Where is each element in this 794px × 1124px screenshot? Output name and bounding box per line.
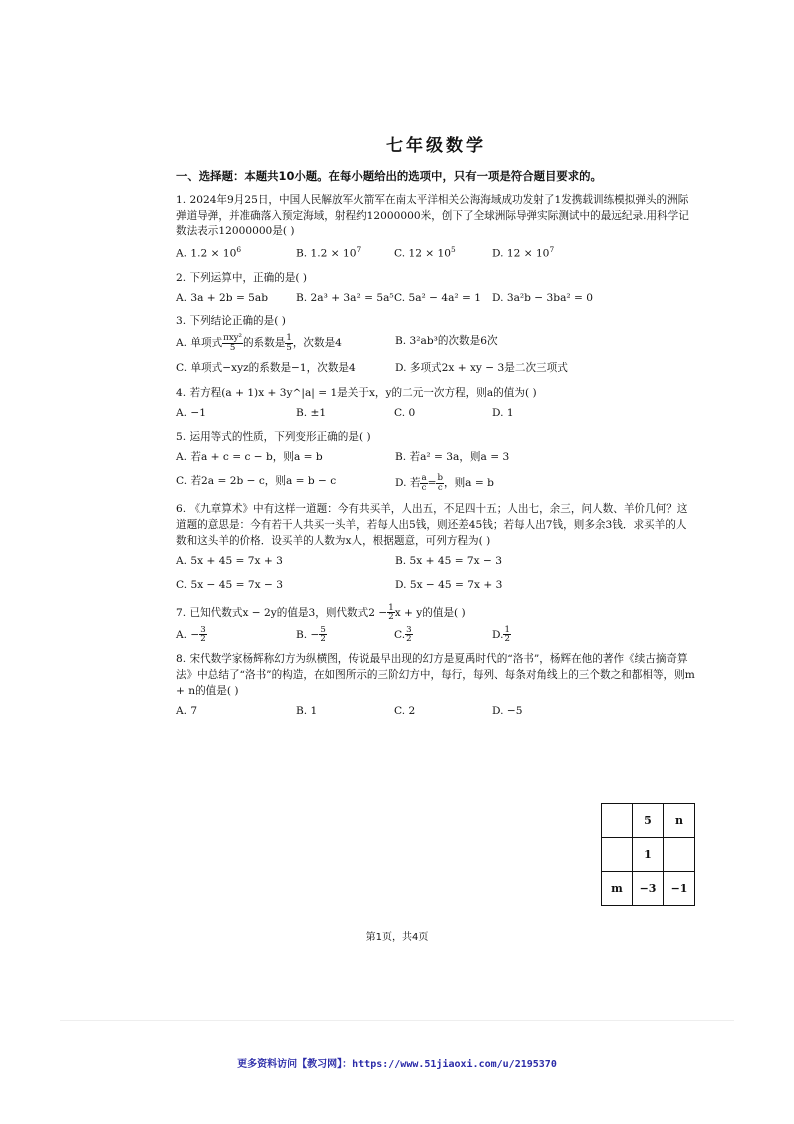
page-number: 第1页，共4页 xyxy=(365,932,429,943)
question-3-options xyxy=(176,334,696,384)
question-5-options xyxy=(176,450,696,500)
section-heading: 一、选择题：本题共10小题。在每小题给出的选项中，只有一项是符合题目要求的。 xyxy=(176,168,602,183)
q1-option-a: A. $1.2 \times 10^6$ xyxy=(176,245,242,260)
question-6-options xyxy=(176,554,696,602)
q2-option-d: D. 3a²b − 3ba² = 0 xyxy=(492,291,593,304)
q5-option-d: D. 若 $\frac{a}{c}$ = $\frac{b}{c}$ ，则a = b xyxy=(395,473,494,493)
q8-option-a: A. 7 xyxy=(176,704,198,717)
q7-option-c: C. $\frac{3}{2}$ xyxy=(394,624,412,645)
question-2-stem: 2. 下列运算中，正确的是( ) xyxy=(176,271,308,284)
question-6-stem: 6. 《九章算术》中有这样一道题：今有共买羊，人出五，不足四十五；人出七，余三，问人数、羊价几何？这道题的意思是：今有若干人共买一头羊，若每人出5钱，则还差45钱；若每人出7钱，则多余3钱．求买羊的人数和这头羊的价格．设买羊的人数为x人，根据题意，可列方程为( ) xyxy=(176,503,688,547)
table-row xyxy=(602,838,695,872)
question-3-stem: 3. 下列结论正确的是( ) xyxy=(176,315,286,328)
magic-cell: −1 xyxy=(664,872,695,906)
q8-option-d: D. −5 xyxy=(492,704,523,717)
question-8-stem: 8. 宋代数学家杨辉称幻方为纵横图，传说最早出现的幻方是夏禹时代的“洛书”，杨辉在他的著作《续古摘奇算法》中总结了“洛书”的构造，在如图所示的三阶幻方中，每行，每列、每条对角线上的三个数之和都相等，则m + n的值是( ) xyxy=(176,653,695,697)
question-1 xyxy=(176,193,696,263)
question-7-options xyxy=(176,626,696,644)
fraction: $\frac{3}{2}$ xyxy=(200,624,206,645)
q2-option-c: C. 5a² − 4a² = 1 xyxy=(394,291,482,304)
q7-option-b: B. − $\frac{5}{2}$ xyxy=(296,624,326,645)
magic-cell: −3 xyxy=(633,872,664,906)
fraction: $\frac{\text{πxy²}}{5}$ xyxy=(223,333,242,353)
fraction: $\frac{1}{2}$ xyxy=(504,624,510,645)
question-4-options xyxy=(176,406,696,422)
fraction: $\frac{3}{2}$ xyxy=(406,624,412,645)
q1-option-b: B. $1.2 \times 10^7$ xyxy=(296,245,362,260)
question-7 xyxy=(176,604,696,644)
question-2-options xyxy=(176,291,696,307)
q4-option-d: D. 1 xyxy=(492,407,514,420)
q6-option-a: A. 5x + 45 = 7x + 3 xyxy=(176,554,283,567)
q1-option-c: C. $12 \times 10^5$ xyxy=(394,245,456,260)
q5-option-c: C. 若2a = 2b − c，则a = b − c xyxy=(176,475,337,488)
question-1-options xyxy=(176,244,696,262)
q3-option-b: B. 3²ab³的次数是6次 xyxy=(395,335,498,348)
q5-option-b: B. 若a² = 3a，则a = 3 xyxy=(395,451,510,464)
table-row xyxy=(602,872,695,906)
q7-option-d: D. $\frac{1}{2}$ xyxy=(492,624,510,645)
fraction: $\frac{b}{c}$ xyxy=(437,473,443,493)
q8-option-c: C. 2 xyxy=(394,704,416,717)
question-1-stem: 1. 2024年9月25日，中国人民解放军火箭军在南太平洋相关公海海域成功发射了1发携载训练模拟弹头的洲际弹道导弹，并准确落入预定海域，射程约12000000米，创下了全球洲际导弹实际测试中的最远纪录.用科学记数法表示12000000是( ) xyxy=(176,193,689,238)
question-2 xyxy=(176,271,696,307)
question-6 xyxy=(176,502,696,601)
question-8-options xyxy=(176,704,696,720)
question-7-stem: 7. 已知代数式x − 2y的值是3，则代数式2 − $\frac{1}{2}$ x + y的值是( ) xyxy=(176,602,466,623)
magic-square-table xyxy=(601,803,695,906)
fraction: $\frac{a}{c}$ xyxy=(421,473,427,493)
fraction: $\frac{5}{2}$ xyxy=(320,624,326,645)
question-8 xyxy=(176,652,696,720)
question-4 xyxy=(176,386,696,422)
question-3 xyxy=(176,314,696,384)
q3-option-d: D. 多项式2x + xy − 3是二次三项式 xyxy=(395,361,568,374)
magic-cell xyxy=(602,804,633,838)
table-row xyxy=(602,804,695,838)
q7-option-a: A. − $\frac{3}{2}$ xyxy=(176,624,206,645)
fraction: $\frac{1}{5}$ xyxy=(286,333,292,353)
magic-square xyxy=(601,803,695,906)
magic-cell xyxy=(602,838,633,872)
q8-option-b: B. 1 xyxy=(296,704,318,717)
page-title: 七年级数学 xyxy=(386,136,486,156)
fraction: $\frac{1}{2}$ xyxy=(388,602,394,623)
q4-option-a: A. −1 xyxy=(176,407,207,420)
magic-cell: 5 xyxy=(633,804,664,838)
magic-cell: n xyxy=(664,804,695,838)
q1-option-d: D. $12 \times 10^7$ xyxy=(492,245,555,260)
question-5-stem: 5. 运用等式的性质，下列变形正确的是( ) xyxy=(176,431,371,444)
q2-option-a: A. 3a + 2b = 5ab xyxy=(176,291,269,304)
q4-option-b: B. ±1 xyxy=(296,407,327,420)
q4-option-c: C. 0 xyxy=(394,407,416,420)
watermark-link[interactable]: 更多资料访问【教习网】：https://www.51jiaoxi.com/u/2195370 xyxy=(237,1059,557,1070)
question-5 xyxy=(176,430,696,500)
magic-cell xyxy=(664,838,695,872)
question-4-stem: 4. 若方程(a + 1)x + 3y^|a| = 1是关于x，y的二元一次方程，则a的值为( ) xyxy=(176,387,537,400)
divider xyxy=(60,1020,734,1021)
q6-option-d: D. 5x − 45 = 7x + 3 xyxy=(395,578,503,591)
q3-option-c: C. 单项式−xyz的系数是−1，次数是4 xyxy=(176,361,356,374)
q6-option-c: C. 5x − 45 = 7x − 3 xyxy=(176,578,283,591)
q6-option-b: B. 5x + 45 = 7x − 3 xyxy=(395,554,503,567)
q2-option-b: B. 2a³ + 3a² = 5a⁵ xyxy=(296,291,394,304)
magic-cell: m xyxy=(602,872,633,906)
magic-cell: 1 xyxy=(633,838,664,872)
q5-option-a: A. 若a + c = c − b，则a = b xyxy=(176,451,323,464)
exam-paper xyxy=(176,128,696,728)
q3-option-a: A. 单项式 $\frac{\text{πxy²}}{5}$ 的系数是 $\frac{1}{5}$ ，次数是4 xyxy=(176,333,342,353)
